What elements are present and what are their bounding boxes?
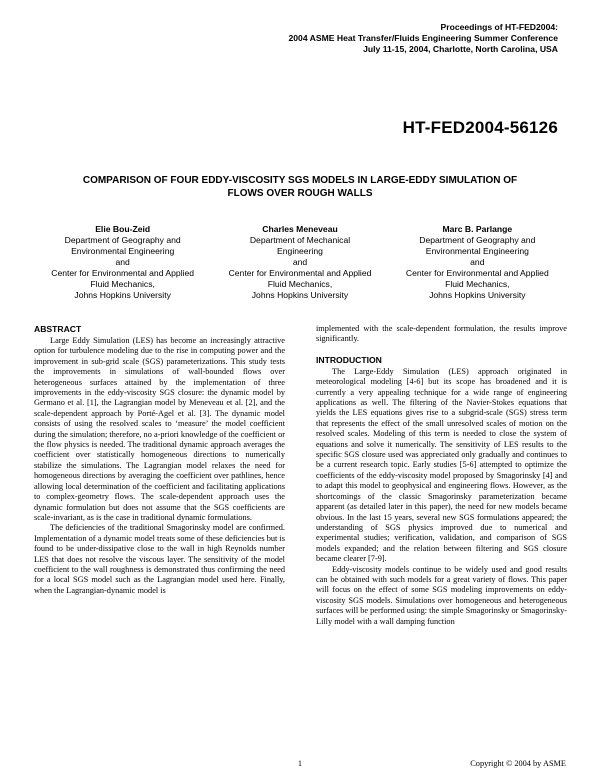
affiliation-line: Johns Hopkins University [74,290,171,300]
section-gap [316,345,567,355]
page-number: 1 [297,759,303,768]
introduction-paragraph: Eddy-viscosity models continue to be widely used and good results can be obtained with such models for a great variety of flows. This paper will focus on the effect of some SGS modeling improvements on eddy-viscosity SGS models. Simulations over homogeneous and heterogeneous surfaces will be performed using: the simple Smagorinsky or Smagorinsky-Lilly model with a wall damping function [316,564,567,626]
title-line: COMPARISON OF FOUR EDDY-VISCOSITY SGS MODELS IN LARGE-EDDY SIMULATION OF [82,175,518,186]
author-name: Elie Bou-Zeid [95,224,151,234]
affiliation-line: Johns Hopkins University [429,290,526,300]
abstract-continuation: implemented with the scale-dependent formulation, the results improve significantly. [316,324,567,344]
affiliation-line: Center for Environmental and Applied [51,268,195,278]
abstract-heading: ABSTRACT [34,324,82,334]
affiliation-line: and [292,257,308,267]
affiliation-line: Fluid Mechanics, [267,279,333,289]
introduction-heading: INTRODUCTION [316,354,382,365]
title-line: FLOWS OVER ROUGH WALLS [227,188,373,199]
copyright-notice: Copyright © 2004 by ASME [470,759,566,768]
author-1 [34,224,211,301]
abstract-paragraph: Large Eddy Simulation (LES) has become an increasingly attractive option for turbulence modeling due to the rise in computing power and the improvement in sub-grid scale (SGS) parameterizations. This study tests the improvements in simulations of wall-bounded flows over heterogeneous surfaces attained by the implementation of three improvements in the eddy-viscosity SGS closure: the dynamic model by Germano et al. [1], the Lagrangian model by Meneveau et al. [2], and the scale-dependent approach by Porté-Agel et al. [3]. The dynamic model consists of using the resolved scales to ‘measure’ the model coefficient during the simulation; therefore, no a-priori knowledge of the coefficient or the flow physics is needed. The traditional dynamic approach averages the coefficient over statistically homogeneous directions to numerically stabilize the simulations. The Lagrangian model relaxes the need for homogeneous directions by averaging the coefficient over pathlines, hence allowing local determination of the coefficient and facilitating applications to complex-geometry flows. The scale-dependent approach uses the dynamic formulation but does not assume that the SGS coefficients are scale-invariant, as is the case in traditional dynamic formulations. [34,336,285,522]
affiliation-line: Center for Environmental and Applied [228,268,372,278]
affiliation-line: Johns Hopkins University [251,290,349,300]
affiliation-line: and [115,257,130,267]
affiliation-line: Environmental Engineering [425,246,529,256]
author-2 [211,224,388,301]
affiliation-line: and [470,257,485,267]
affiliation-line: Fluid Mechanics, [445,279,510,289]
author-3 [389,224,566,301]
affiliation-line: Fluid Mechanics, [90,279,155,289]
author-block [34,224,566,301]
proceedings-line: Proceedings of HT-FED2004: [440,22,558,32]
proceedings-line: July 11-15, 2004, Charlotte, North Carolina, USA [363,44,558,54]
affiliation-line: Engineering [277,246,323,256]
right-column [316,324,567,627]
affiliation-line: Department of Geography and [419,235,536,245]
affiliation-line: Department of Mechanical [249,235,351,245]
author-name: Charles Meneveau [262,224,338,234]
affiliation-line: Center for Environmental and Applied [405,268,549,278]
abstract-paragraph: The deficiencies of the traditional Smagorinsky model are confirmed. Implementation of a dynamic model treats some of these deficiencies but is found to be under-dissipative close to the wall in high Reynolds number LES that does not resolve the viscous layer. The sensitivity of the model coefficient to the wall roughness is demonstrated thus confirming the need for a local SGS model such as the Lagrangian model used here. Finally, when the Lagrangian-dynamic model is [34,523,285,595]
left-column [34,324,285,596]
author-name: Marc B. Parlange [442,224,513,234]
introduction-paragraph: The Large-Eddy Simulation (LES) approach originated in meteorological modeling [4-6] but its scope has broadened and it is currently a very appealing technique for a wide range of engineering applications as well. The filtering of the Navier-Stokes equations that yields the LES equations gives rise to a subgrid-scale (SGS) stress term that represents the effect of the small unresolved scales of motion on the resolved scales. Modeling of this term is needed to close the system of equations and solve it numerically. The sensitivity of LES results to the specific SGS closure used was appreciated only gradually and continues to be a current research topic. Early studies [5-6] attempted to optimize the coefficients of the eddy-viscosity model proposed by Smagorinsky [4] and to adapt this model to geophysical and engineering flows. However, as the shortcomings of the classic Smagorinsky parameterization became apparent (as detailed later in this paper), the need for new models became obvious. In the last 15 years, several new SGS formulations appeared; the understanding of SGS physics improved due to numerical and experimental studies; verification, validation, and comparison of SGS models expanded; and the relation between filtering and SGS closure became clearer [7-9]. [316,366,567,564]
paper-id: HT-FED2004-56126 [402,118,558,137]
affiliation-line: Department of Geography and [64,235,181,245]
affiliation-line: Environmental Engineering [71,246,175,256]
paper-title [50,174,550,200]
proceedings-header [288,22,558,55]
proceedings-line: 2004 ASME Heat Transfer/Fluids Engineering Summer Conference [288,33,558,43]
